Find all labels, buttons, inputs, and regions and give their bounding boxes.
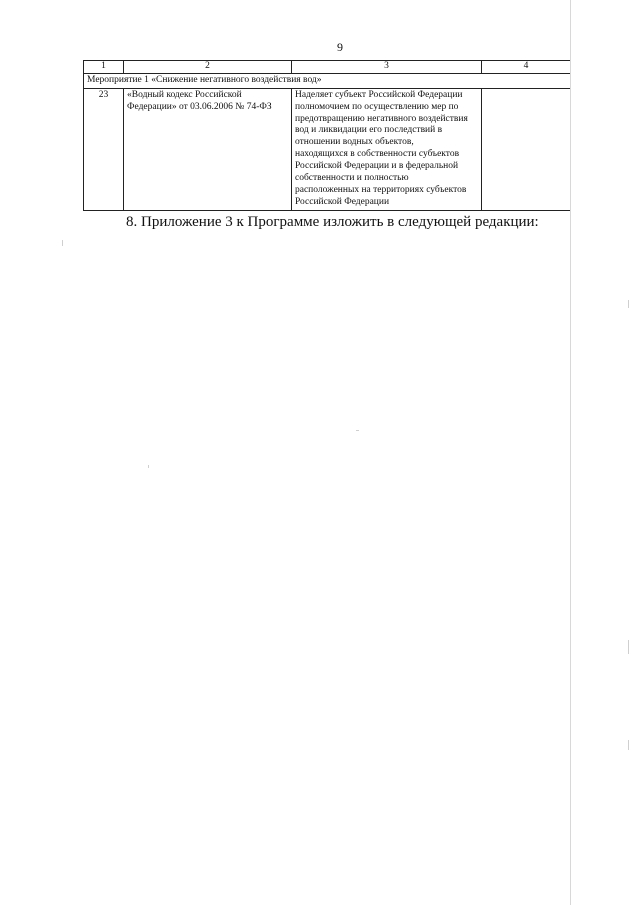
row-number: 23: [84, 88, 124, 210]
scan-speck: [62, 240, 63, 246]
table-row: [84, 88, 571, 210]
description-line: Российской Федерации и в федеральной: [295, 161, 459, 171]
description-line: Российской Федерации: [295, 196, 390, 207]
table-header-cell: 2: [124, 61, 292, 74]
description-line: расположенных на территориях субъектов: [295, 184, 467, 195]
scan-speck: [148, 465, 149, 468]
table-header-cell: 1: [84, 61, 124, 74]
description-line: собственности и полностью: [295, 172, 409, 183]
scan-speck: [628, 640, 629, 654]
description-line: отношении водных объектов,: [295, 137, 414, 148]
law-reference-text: «Водный кодекс Российской Федерации» от 03.06.2006 № 74-ФЗ: [127, 89, 272, 112]
table-header-cell: 3: [292, 61, 482, 74]
scan-speck: [356, 430, 359, 431]
description-line: Наделяет субъект Российской Федерации: [295, 89, 463, 100]
description-line: вод и ликвидации его последствий в: [295, 125, 443, 136]
page-number: 9: [337, 40, 343, 54]
description-line: находящихся в собственности субъектов: [295, 149, 460, 160]
table-header-row: [84, 61, 571, 74]
scan-speck: [628, 300, 629, 308]
row-description: [292, 88, 482, 210]
scan-edge-line: [570, 0, 571, 905]
row-law-reference: [124, 88, 292, 210]
table-header-cell: 4: [482, 61, 571, 74]
section-title: Мероприятие 1 «Снижение негативного воздействия вод»: [84, 73, 571, 88]
scan-speck: [628, 740, 629, 750]
row-column-4: [482, 88, 571, 210]
description-line: полномочием по осуществлению мер по: [295, 101, 459, 112]
table-section-row: [84, 73, 571, 88]
document-table: [83, 60, 571, 211]
description-line: предотвращению негативного воздействия: [295, 113, 468, 124]
section-heading: 8. Приложение 3 к Программе изложить в следующей редакции:: [126, 214, 539, 230]
